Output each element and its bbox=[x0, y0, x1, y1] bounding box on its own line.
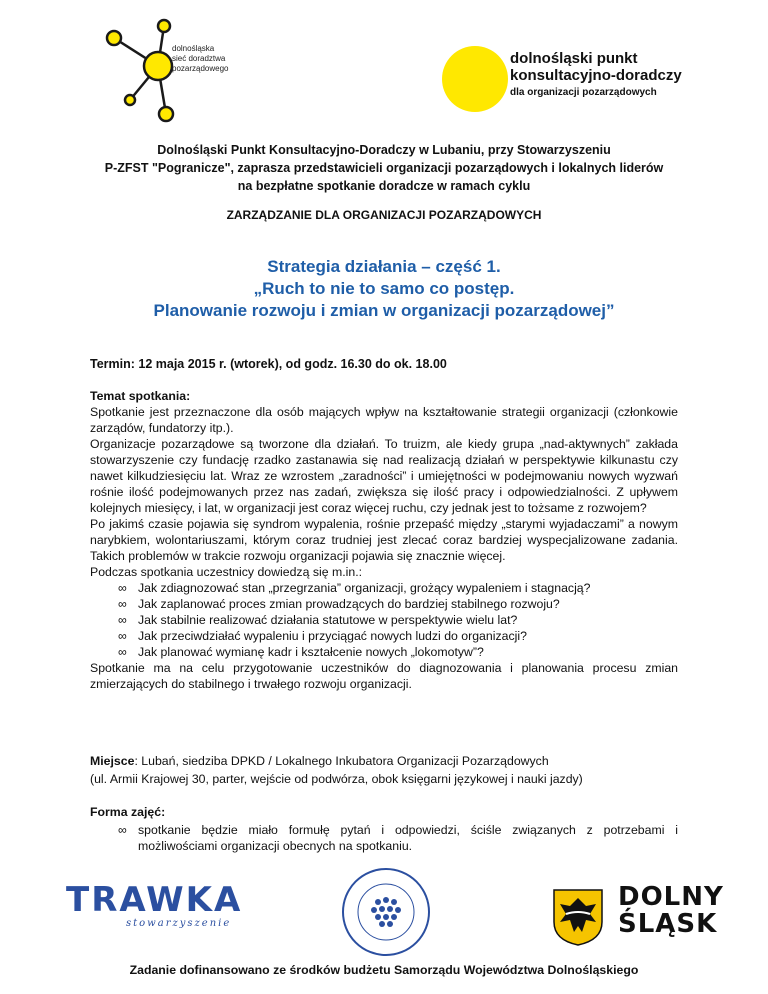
trawka-logo bbox=[66, 880, 243, 929]
infinity-bullet-icon: ∞ bbox=[118, 645, 127, 659]
cycle-heading: ZARZĄDZANIE DLA ORGANIZACJI POZARZĄDOWYCH bbox=[226, 208, 542, 222]
bullet-text: Jak stabilnie realizować działania statutowe w perspektywie wielu lat? bbox=[138, 613, 518, 627]
title-line-3: Planowanie rozwoju i zmian w organizacji pozarządowej” bbox=[153, 301, 615, 320]
place-line-1: : Lubań, siedziba DPKD / Lokalnego Inkubatora Organizacji Pozarządowych bbox=[134, 754, 549, 768]
intro-line-2: P-ZFST "Pogranicze", zaprasza przedstawicieli organizacji pozarządowych i lokalnych liderów bbox=[104, 161, 664, 175]
list-item bbox=[90, 822, 678, 854]
list-item bbox=[118, 612, 678, 628]
right-logo-text bbox=[510, 50, 682, 98]
left-logo-text bbox=[172, 44, 262, 74]
list-item bbox=[118, 644, 678, 660]
form-section bbox=[90, 804, 678, 854]
left-logo-line-1: dolnośląska bbox=[172, 44, 215, 53]
form-item-text: spotkanie będzie miało formułę pytań i odpowiedzi, ściśle związanych z potrzebami i możliwościami organizacji obecnych na spotkaniu. bbox=[138, 823, 678, 853]
topic-paragraph: Spotkanie jest przeznaczone dla osób mających wpływ na kształtowanie strategii organizacji (członkowie zarządów, fundatorzy itp.). bbox=[90, 405, 678, 435]
funding-footer: Zadanie dofinansowano ze środków budżetu Samorządu Województwa Dolnośląskiego bbox=[129, 963, 639, 977]
bullet-text: Jak zaplanować proces zmian prowadzących do bardziej stabilnego rozwoju? bbox=[138, 597, 560, 611]
infinity-bullet-icon: ∞ bbox=[118, 613, 127, 627]
left-logo-line-3: pozarządowego bbox=[172, 64, 229, 73]
form-heading: Forma zajęć: bbox=[90, 805, 166, 819]
bullet-text: Jak przeciwdziałać wypaleniu i przyciągać nowych ludzi do organizacji? bbox=[138, 629, 527, 643]
eagle-crest-icon bbox=[552, 888, 604, 946]
trawka-logo-main: TRAWKA bbox=[66, 880, 243, 920]
list-item bbox=[118, 628, 678, 644]
place-section bbox=[90, 752, 678, 788]
topic-paragraph: Po jakimś czasie pojawia się syndrom wypalenia, rośnie przepaść między „starymi wyjadaczami” a nowym narybkiem, wolontariuszami, którym coraz trudniej jest zlecać coraz bardziej wyspecjalizowane zadania. Takich problemów w trakcie rozwoju organizacji pojawia się znacznie więcej. bbox=[90, 517, 678, 563]
dolny-logo-line-2: ŚLĄSK bbox=[618, 909, 718, 939]
event-date: Termin: 12 maja 2015 r. (wtorek), od godz. 16.30 do ok. 18.00 bbox=[90, 357, 447, 371]
bullet-text: Jak zdiagnozować stan „przegrzania” organizacji, grożący wypaleniem i stagnacją? bbox=[138, 581, 591, 595]
event-title bbox=[60, 256, 708, 322]
federation-seal-icon bbox=[340, 866, 432, 958]
topic-paragraph: Organizacje pozarządowe są tworzone dla działań. To truizm, ale kiedy grupa „nad-aktywnych” zakłada stowarzyszenie czy fundację rzadko zastanawia się nad realizacją działań w perspektywie kilkunastu czy nawet kilkudziesięciu lat. Wraz ze wzrostem „zaradności” i umiejętności w podejmowaniu nowych wyzwań rośnie ilość podejmowanych przez nas zadań, zwiększa się ilość pracy i odpowiedzialności. Z upływem kolejnych miesięcy, i lat, w organizacji jest coraz więcej ruchu, czy jednak jest to tożsame z rozwojem? bbox=[90, 437, 678, 515]
dolny-slask-logo bbox=[618, 884, 724, 938]
place-line-2: (ul. Armii Krajowej 30, parter, wejście od podwórza, obok księgarni językowej i nauki jazdy) bbox=[90, 772, 583, 786]
title-line-2: „Ruch to nie to samo co postęp. bbox=[253, 279, 515, 298]
infinity-bullet-icon: ∞ bbox=[118, 823, 127, 837]
topic-heading: Temat spotkania: bbox=[90, 389, 191, 403]
place-label: Miejsce bbox=[90, 754, 135, 768]
infinity-bullet-icon: ∞ bbox=[118, 581, 127, 595]
list-item bbox=[118, 580, 678, 596]
topic-section bbox=[90, 388, 678, 692]
infinity-bullet-icon: ∞ bbox=[118, 629, 127, 643]
title-line-1: Strategia działania – część 1. bbox=[267, 257, 501, 276]
intro-line-3: na bezpłatne spotkanie doradcze w ramach cyklu bbox=[237, 179, 531, 193]
right-logo-line-1: dolnośląski punkt bbox=[510, 50, 638, 67]
right-logo-line-2: konsultacyjno-doradczy bbox=[510, 67, 682, 84]
dolny-logo-line-1: DOLNY bbox=[618, 882, 724, 912]
infinity-bullet-icon: ∞ bbox=[118, 597, 127, 611]
right-logo-line-3: dla organizacji pozarządowych bbox=[510, 87, 657, 98]
topic-paragraph: Spotkanie ma na celu przygotowanie uczestników do diagnozowania i planowania procesu zmian zmierzających do stabilnego i trwałego rozwoju organizacji. bbox=[90, 661, 678, 691]
trawka-logo-sub: stowarzyszenie bbox=[126, 918, 232, 929]
intro-paragraph bbox=[80, 141, 688, 195]
list-item bbox=[118, 596, 678, 612]
bullet-text: Jak planować wymianę kadr i kształcenie nowych „lokomotyw”? bbox=[138, 645, 484, 659]
left-logo-line-2: sieć doradztwa bbox=[172, 54, 226, 63]
topic-paragraph: Podczas spotkania uczestnicy dowiedzą się m.in.: bbox=[90, 565, 363, 579]
yellow-circle-logo-icon bbox=[440, 44, 510, 114]
topic-bullet-list bbox=[90, 580, 678, 660]
intro-line-1: Dolnośląski Punkt Konsultacyjno-Doradczy w Lubaniu, przy Stowarzyszeniu bbox=[157, 143, 611, 157]
